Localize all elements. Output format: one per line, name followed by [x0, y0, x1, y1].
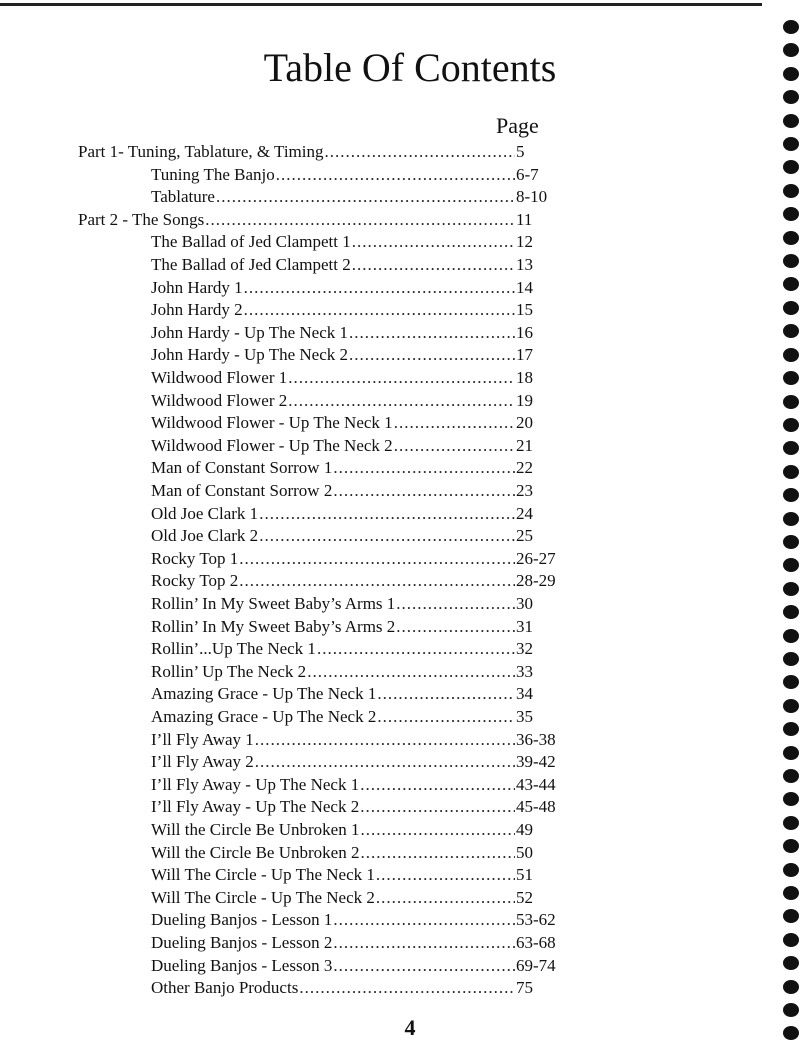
dot-leader	[394, 435, 515, 458]
binding-hole	[783, 137, 799, 151]
dot-leader	[396, 616, 515, 639]
toc-entry-page: 39-42	[516, 752, 556, 772]
binding-hole	[783, 909, 799, 923]
toc-entry-page: 12	[516, 232, 533, 252]
toc-entry-page: 14	[516, 277, 533, 297]
binding-hole	[783, 371, 799, 385]
toc-entry-page: 23	[516, 481, 533, 500]
toc-entry-page: 63-68	[516, 933, 556, 952]
spiral-binding	[779, 20, 800, 1041]
binding-hole	[783, 535, 799, 549]
toc-entry	[78, 209, 533, 232]
toc-entry-title: I’ll Fly Away 1	[151, 729, 254, 749]
toc-entry	[151, 683, 533, 706]
toc-entry-page: 18	[516, 368, 533, 387]
binding-hole	[783, 722, 799, 736]
page-column-header: Page	[496, 113, 539, 138]
toc-entry-title: Rocky Top 2	[151, 571, 239, 591]
toc-entry-title: Tuning The Banjo	[151, 164, 275, 184]
toc-entry	[151, 231, 533, 254]
toc-entry-title: Wildwood Flower 1	[151, 368, 288, 387]
toc-entry-page: 50	[516, 842, 533, 862]
toc-entry-title: Rollin’ In My Sweet Baby’s Arms 1	[151, 594, 396, 613]
toc-entry-title: John Hardy - Up The Neck 1	[151, 322, 349, 342]
binding-hole	[783, 956, 799, 970]
toc-entry-page: 26-27	[516, 548, 556, 568]
toc-entry-page: 22	[516, 458, 533, 478]
toc-entry-page: 52	[516, 887, 533, 907]
toc-entry-title: Wildwood Flower - Up The Neck 1	[151, 413, 393, 433]
binding-hole	[783, 207, 799, 221]
binding-hole	[783, 605, 799, 619]
dot-leader	[377, 683, 515, 706]
toc-entry-title: Will The Circle - Up The Neck 2	[151, 887, 375, 907]
toc-entry	[151, 277, 533, 300]
toc-entry-title: Will the Circle Be Unbroken 2	[151, 842, 360, 862]
toc-entry	[151, 887, 533, 910]
binding-hole	[783, 558, 799, 572]
binding-hole	[783, 512, 799, 526]
toc-entry-page: 24	[516, 503, 533, 523]
binding-hole	[783, 324, 799, 338]
toc-entry-page: 30	[516, 594, 533, 613]
toc-entry	[151, 616, 533, 639]
toc-entry-title: Wildwood Flower 2	[151, 390, 288, 410]
toc-entry-page: 32	[516, 639, 533, 659]
dot-leader	[377, 706, 515, 729]
toc-entry	[151, 774, 556, 797]
binding-hole	[783, 254, 799, 268]
toc-entry-page: 6-7	[516, 164, 539, 184]
dot-leader	[360, 774, 515, 797]
toc-entry	[151, 593, 533, 616]
toc-entry-title: Will the Circle Be Unbroken 1	[151, 820, 360, 839]
toc-entry	[78, 141, 525, 164]
dot-leader	[360, 796, 515, 819]
toc-entry	[151, 955, 556, 978]
binding-hole	[783, 488, 799, 502]
toc-entry-title: Dueling Banjos - Lesson 1	[151, 910, 333, 930]
binding-hole	[783, 769, 799, 783]
dot-leader	[205, 209, 515, 232]
toc-entry-page: 51	[516, 865, 533, 885]
toc-entry-page: 13	[516, 255, 533, 274]
toc-entry-page: 15	[516, 300, 533, 320]
dot-leader	[333, 457, 515, 480]
toc-entry-page: 53-62	[516, 910, 556, 930]
dot-leader	[333, 932, 515, 955]
toc-entry	[151, 548, 556, 571]
binding-hole	[783, 20, 799, 34]
dot-leader	[239, 548, 515, 571]
toc-entry-title: John Hardy 2	[151, 300, 243, 320]
dot-leader	[352, 254, 515, 277]
top-rule	[0, 3, 762, 6]
binding-hole	[783, 629, 799, 643]
toc-entry-page: 17	[516, 345, 533, 365]
toc-entry-title: Rollin’ In My Sweet Baby’s Arms 2	[151, 616, 396, 636]
toc-entry-page: 28-29	[516, 571, 556, 591]
toc-entry-title: Man of Constant Sorrow 2	[151, 481, 333, 500]
dot-leader	[216, 186, 515, 209]
toc-entry-page: 11	[516, 209, 533, 229]
toc-entry	[151, 186, 548, 209]
toc-entry	[151, 909, 556, 932]
toc-entry	[151, 570, 556, 593]
toc-entry-page: 31	[516, 616, 533, 636]
toc-entry	[151, 638, 533, 661]
dot-leader	[376, 887, 515, 910]
toc-entry-title: I’ll Fly Away - Up The Neck 2	[151, 797, 360, 817]
dot-leader	[360, 819, 515, 842]
dot-leader	[349, 322, 515, 345]
binding-hole	[783, 418, 799, 432]
toc-entry-page: 43-44	[516, 774, 556, 794]
toc-entry-title: Amazing Grace - Up The Neck 2	[151, 707, 377, 726]
toc-entry-title: Dueling Banjos - Lesson 2	[151, 933, 333, 952]
toc-entry-title: The Ballad of Jed Clampett 2	[151, 255, 351, 274]
dot-leader	[333, 909, 515, 932]
binding-hole	[783, 231, 799, 245]
toc-entry	[151, 299, 533, 322]
toc-entry	[151, 819, 533, 842]
toc-entry-title: Will The Circle - Up The Neck 1	[151, 865, 375, 885]
dot-leader	[325, 141, 515, 164]
toc-entry	[151, 661, 533, 684]
dot-leader	[299, 977, 515, 1000]
toc-entry-page: 45-48	[516, 797, 556, 817]
toc-entry	[151, 322, 533, 345]
toc-entry-page: 49	[516, 820, 533, 839]
toc-entry-page: 21	[516, 435, 533, 455]
page-number: 4	[404, 1015, 416, 1040]
toc-entry-title: Rollin’...Up The Neck 1	[151, 639, 316, 659]
dot-leader	[288, 367, 515, 390]
toc-entry-page: 19	[516, 390, 533, 410]
binding-hole	[783, 652, 799, 666]
toc-entry-title: John Hardy 1	[151, 277, 243, 297]
binding-hole	[783, 277, 799, 291]
dot-leader	[396, 593, 515, 616]
toc-entry-title: Wildwood Flower - Up The Neck 2	[151, 435, 393, 455]
dot-leader	[276, 164, 515, 187]
toc-entry	[151, 457, 533, 480]
dot-leader	[239, 570, 515, 593]
dot-leader	[255, 729, 515, 752]
dot-leader	[376, 864, 515, 887]
toc-entry	[151, 164, 539, 187]
dot-leader	[349, 344, 515, 367]
toc-entry-page: 8-10	[516, 187, 548, 207]
binding-hole	[783, 348, 799, 362]
toc-entry	[151, 525, 533, 548]
toc-entry	[151, 842, 533, 865]
toc-entry-title: John Hardy - Up The Neck 2	[151, 345, 349, 365]
toc-entry-title: Man of Constant Sorrow 1	[151, 458, 333, 478]
dot-leader	[288, 390, 515, 413]
toc-entry	[151, 412, 533, 435]
toc-entry	[151, 254, 533, 277]
binding-hole	[783, 184, 799, 198]
toc-entry	[151, 367, 533, 390]
toc-entry	[151, 390, 533, 413]
binding-hole	[783, 933, 799, 947]
toc-entry-title: Tablature	[151, 187, 215, 207]
binding-hole	[783, 746, 799, 760]
toc-entry-page: 33	[516, 661, 533, 681]
binding-hole	[783, 395, 799, 409]
binding-hole	[783, 301, 799, 315]
dot-leader	[333, 955, 515, 978]
binding-hole	[783, 465, 799, 479]
toc-entry	[151, 864, 533, 887]
binding-hole	[783, 582, 799, 596]
binding-hole	[783, 441, 799, 455]
binding-hole	[783, 160, 799, 174]
dot-leader	[360, 842, 515, 865]
toc-entry-page: 20	[516, 413, 533, 433]
toc-entry-title: I’ll Fly Away 2	[151, 752, 254, 772]
toc-entry-title: Dueling Banjos - Lesson 3	[151, 955, 333, 975]
dot-leader	[259, 503, 515, 526]
toc-entry	[151, 435, 533, 458]
toc-entry-title: Amazing Grace - Up The Neck 1	[151, 684, 377, 704]
binding-hole	[783, 816, 799, 830]
toc-entry	[151, 344, 533, 367]
toc-entry	[151, 751, 556, 774]
toc-entry-page: 36-38	[516, 729, 556, 749]
dot-leader	[307, 661, 515, 684]
dot-leader	[244, 277, 515, 300]
toc-entry-title: The Ballad of Jed Clampett 1	[151, 232, 351, 252]
binding-hole	[783, 863, 799, 877]
dot-leader	[352, 231, 515, 254]
toc-entry-page: 35	[516, 707, 533, 726]
toc-entry-title: Other Banjo Products	[151, 978, 299, 998]
toc-entry-page: 75	[516, 978, 533, 998]
dot-leader	[255, 751, 515, 774]
toc-entry-title: I’ll Fly Away - Up The Neck 1	[151, 774, 360, 794]
toc-entry-title: Rocky Top 1	[151, 548, 239, 568]
toc-entry	[151, 706, 533, 729]
toc-entry-title: Part 2 - The Songs	[78, 209, 205, 229]
toc-entry	[151, 729, 556, 752]
binding-hole	[783, 980, 799, 994]
toc-entry-page: 16	[516, 322, 533, 342]
toc-entry-title: Old Joe Clark 1	[151, 503, 259, 523]
toc-entry	[151, 796, 556, 819]
toc-entry	[151, 503, 533, 526]
binding-hole	[783, 792, 799, 806]
dot-leader	[394, 412, 515, 435]
binding-hole	[783, 675, 799, 689]
toc-entry	[151, 977, 533, 1000]
binding-hole	[783, 114, 799, 128]
toc-entry-page: 34	[516, 684, 533, 704]
toc-entry-title: Rollin’ Up The Neck 2	[151, 661, 307, 681]
dot-leader	[317, 638, 515, 661]
toc-entry-title: Part 1- Tuning, Tablature, & Timing	[78, 142, 324, 161]
binding-hole	[783, 886, 799, 900]
toc-entry-title: Old Joe Clark 2	[151, 526, 259, 546]
toc-entry	[151, 932, 556, 955]
binding-hole	[783, 839, 799, 853]
dot-leader	[259, 525, 515, 548]
toc-entry-page: 25	[516, 526, 533, 546]
dot-leader	[244, 299, 515, 322]
toc-entry	[151, 480, 533, 503]
dot-leader	[333, 480, 515, 503]
toc-entry-page: 5	[516, 142, 525, 161]
page-title: Table Of Contents	[263, 45, 557, 90]
toc-entry-page: 69-74	[516, 955, 556, 975]
binding-hole	[783, 699, 799, 713]
